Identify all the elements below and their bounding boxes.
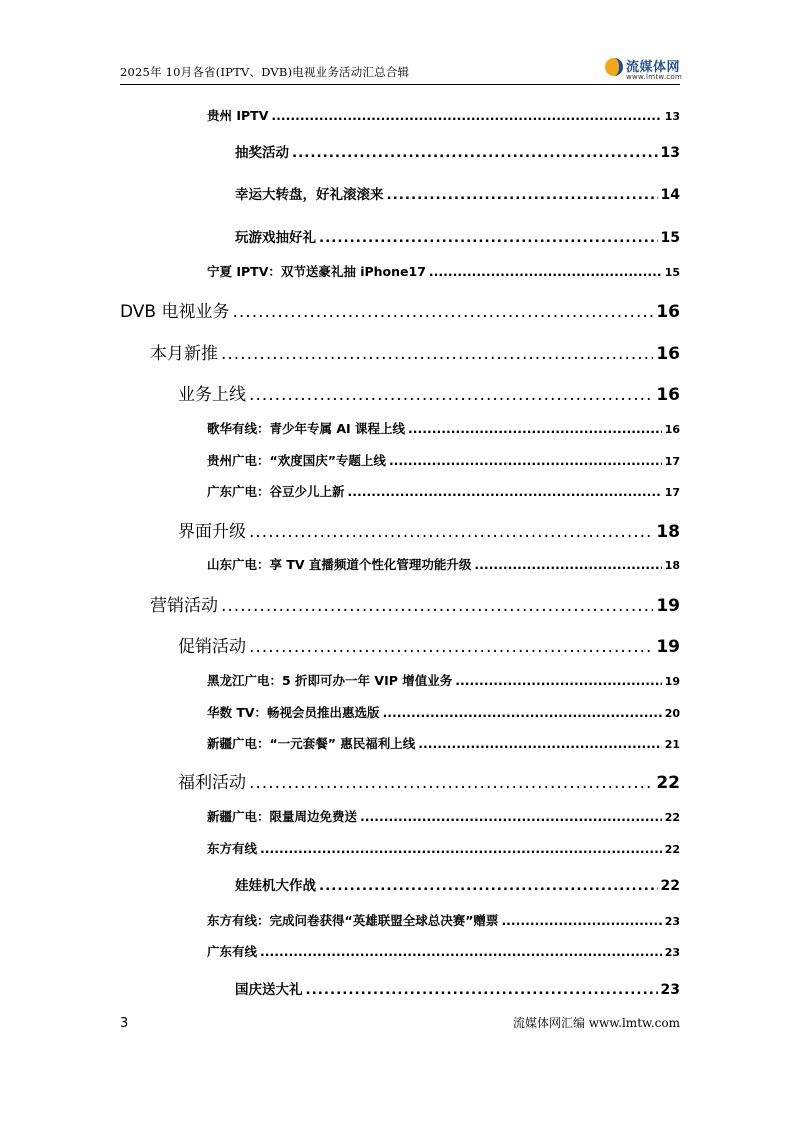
toc-entry-title: 福利活动 xyxy=(178,773,246,793)
toc-entry-title: 营销活动 xyxy=(150,596,218,616)
toc-entry[interactable] xyxy=(150,339,680,364)
toc-entry-title: 山东广电：享 TV 直播频道个性化管理功能升级 xyxy=(207,557,472,572)
toc-entry[interactable] xyxy=(207,419,680,437)
toc-leader-dots xyxy=(389,453,662,468)
toc-entry-page: 16 xyxy=(664,423,680,436)
toc-entry-page: 22 xyxy=(656,773,680,793)
toc-leader-dots xyxy=(249,637,653,657)
toc-leader-dots xyxy=(418,736,661,751)
toc-entry[interactable] xyxy=(207,262,680,280)
toc-entry-page: 21 xyxy=(664,738,680,751)
toc-entry[interactable] xyxy=(207,807,680,825)
toc-leader-dots xyxy=(271,108,661,123)
footer-source: 流媒体网汇编 www.lmtw.com xyxy=(512,1016,680,1030)
toc-entry-page: 16 xyxy=(656,302,680,322)
document-header-title: 2025年 10月各省(IPTV、DVB)电视业务活动汇总合辑 xyxy=(120,65,410,79)
toc-entry[interactable] xyxy=(150,591,680,616)
toc-entry-page: 23 xyxy=(660,982,680,998)
page-number: 3 xyxy=(120,1016,129,1031)
toc-entry[interactable] xyxy=(207,671,680,689)
toc-entry-title: 宁夏 IPTV：双节送豪礼抽 iPhone17 xyxy=(207,264,426,279)
toc-entry-title: 抽奖活动 xyxy=(235,145,289,161)
toc-leader-dots xyxy=(221,596,653,616)
toc-leader-dots xyxy=(319,878,658,894)
toc-entry[interactable] xyxy=(178,768,680,793)
toc-leader-dots xyxy=(260,841,662,856)
toc-leader-dots xyxy=(360,809,662,824)
toc-entry[interactable] xyxy=(235,874,680,894)
toc-leader-dots xyxy=(319,230,658,246)
toc-entry-title: 新疆广电：“一元套餐” 惠民福利上线 xyxy=(207,736,416,751)
header-rule xyxy=(120,84,680,85)
toc-entry-page: 15 xyxy=(664,266,680,279)
toc-leader-dots xyxy=(292,145,658,161)
toc-entry-page: 13 xyxy=(660,145,680,161)
toc-entry-title: 东方有线 xyxy=(207,841,258,856)
toc-entry-title: 业务上线 xyxy=(178,385,246,405)
toc-entry-title: 黑龙江广电：5 折即可办一年 VIP 增值业务 xyxy=(207,673,453,688)
toc-entry-title: 歌华有线：青少年专属 AI 课程上线 xyxy=(207,421,406,436)
toc-entry-page: 17 xyxy=(664,455,680,468)
toc-entry[interactable] xyxy=(178,517,680,542)
toc-entry[interactable] xyxy=(235,183,680,203)
toc-leader-dots xyxy=(408,421,662,436)
toc-entry-page: 18 xyxy=(656,522,680,542)
toc-entry[interactable] xyxy=(207,703,680,721)
toc-entry-page: 22 xyxy=(664,843,680,856)
toc-entry[interactable] xyxy=(235,141,680,161)
toc-entry-page: 19 xyxy=(656,637,680,657)
lmtw-logo-icon xyxy=(604,57,624,77)
toc-entry-page: 14 xyxy=(660,187,680,203)
toc-leader-dots xyxy=(306,982,658,998)
toc-entry-title: 华数 TV：畅视会员推出惠选版 xyxy=(207,705,380,720)
toc-entry[interactable] xyxy=(207,482,680,500)
lmtw-logo xyxy=(604,56,684,86)
toc-entry-title: 娃娃机大作战 xyxy=(235,878,316,894)
toc-leader-dots xyxy=(249,773,653,793)
toc-entry[interactable] xyxy=(207,942,680,960)
toc-leader-dots xyxy=(233,302,654,322)
toc-entry-title: 贵州广电：“欢度国庆”专题上线 xyxy=(207,453,386,468)
toc-entry[interactable] xyxy=(178,632,680,657)
toc-entry-page: 13 xyxy=(664,110,680,123)
toc-entry-page: 19 xyxy=(664,675,680,688)
toc-leader-dots xyxy=(249,385,653,405)
toc-leader-dots xyxy=(260,944,662,959)
toc-entry-title: 幸运大转盘，好礼滚滚来 xyxy=(235,187,384,203)
toc-entry-title: 玩游戏抽好礼 xyxy=(235,230,316,246)
toc-entry[interactable] xyxy=(207,734,680,752)
toc-entry-page: 23 xyxy=(664,946,680,959)
logo-url: www.lmtw.com xyxy=(626,73,683,81)
toc-leader-dots xyxy=(221,344,653,364)
toc-entry[interactable] xyxy=(120,297,680,322)
toc-entry-page: 15 xyxy=(660,230,680,246)
toc-entry-title: DVB 电视业务 xyxy=(120,302,230,322)
toc-leader-dots xyxy=(249,522,653,542)
toc-entry-title: 东方有线：完成问卷获得“英雄联盟全球总决赛”赠票 xyxy=(207,913,499,928)
toc-entry-page: 16 xyxy=(656,344,680,364)
toc-entry-title: 促销活动 xyxy=(178,637,246,657)
toc-entry[interactable] xyxy=(235,978,680,998)
toc-entry-title: 广东广电：谷豆少儿上新 xyxy=(207,484,345,499)
toc-entry-page: 22 xyxy=(660,878,680,894)
toc-entry[interactable] xyxy=(235,226,680,246)
toc-entry-page: 17 xyxy=(664,486,680,499)
toc-entry-page: 18 xyxy=(664,559,680,572)
toc-entry-page: 22 xyxy=(664,811,680,824)
toc-entry[interactable] xyxy=(207,839,680,857)
toc-entry-page: 20 xyxy=(664,707,680,720)
toc-entry-title: 界面升级 xyxy=(178,522,246,542)
toc-leader-dots xyxy=(383,705,662,720)
toc-entry-page: 23 xyxy=(664,915,680,928)
toc-leader-dots xyxy=(387,187,658,203)
toc-leader-dots xyxy=(348,484,662,499)
toc-entry-title: 贵州 IPTV xyxy=(207,108,269,123)
toc-entry-title: 国庆送大礼 xyxy=(235,982,303,998)
toc-entry[interactable] xyxy=(178,380,680,405)
toc-leader-dots xyxy=(474,557,661,572)
toc-entry-title: 新疆广电：限量周边免费送 xyxy=(207,809,358,824)
toc-entry[interactable] xyxy=(207,106,680,124)
toc-entry[interactable] xyxy=(207,911,680,929)
toc-entry[interactable] xyxy=(207,451,680,469)
logo-name: 流媒体网 xyxy=(626,60,681,75)
toc-entry-page: 16 xyxy=(656,385,680,405)
toc-entry[interactable] xyxy=(207,555,680,573)
toc-leader-dots xyxy=(429,264,662,279)
toc-leader-dots xyxy=(455,673,661,688)
toc-entry-title: 广东有线 xyxy=(207,944,258,959)
toc-leader-dots xyxy=(501,913,661,928)
toc-entry-page: 19 xyxy=(656,596,680,616)
toc-entry-title: 本月新推 xyxy=(150,344,218,364)
